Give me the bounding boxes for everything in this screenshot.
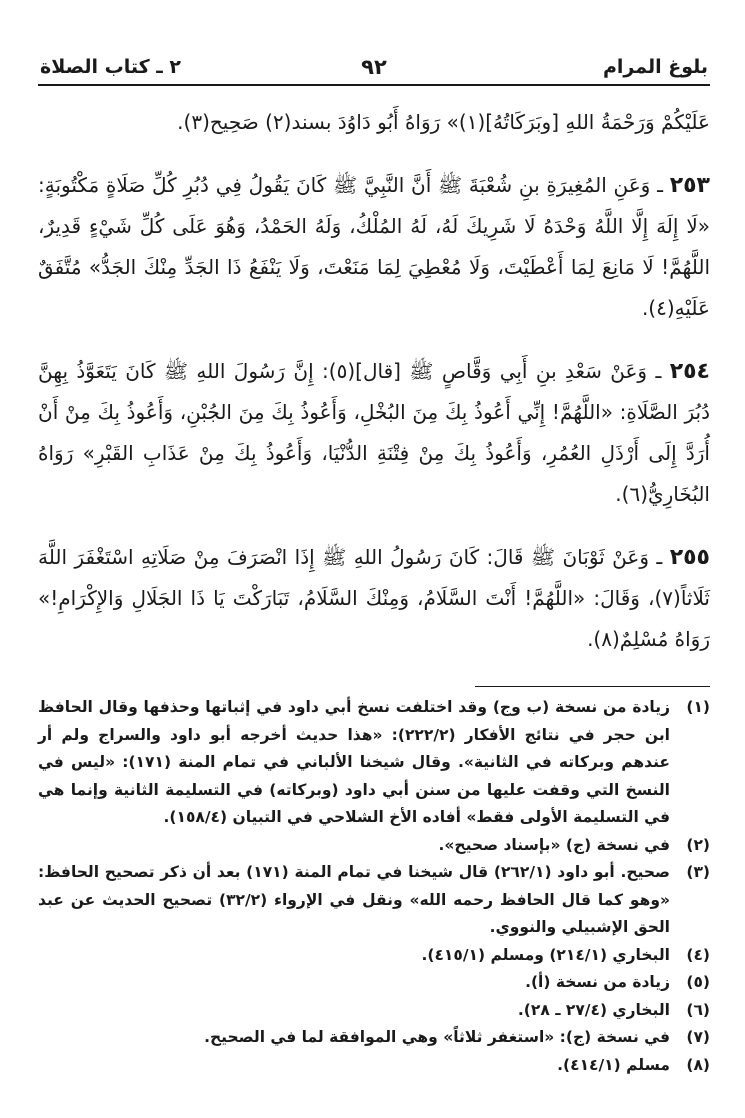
book-title: بلوغ المرام: [602, 56, 708, 78]
footnote-number: (٤): [686, 945, 710, 964]
footnote: [38, 997, 710, 1025]
paragraph-text: ـ وَعَنْ سَعْدِ بنِ أَبِي وَقَّاصٍ ﷺ [قال](٥): إِنَّ رَسُولَ اللهِ ﷺ كَانَ يَتَعَوَّذُ بِهِنَّ دُبُرَ الصَّلَاةِ: «اللَّهُمَّ! إِنِّي أَعُوذُ بِكَ مِنَ البُخْلِ، وَأَعُوذُ بِكَ مِنَ الجُبْنِ، وَأَعُوذُ بِكَ مِنْ أَنْ أُرَدَّ إِلَى أَرْذَلِ العُمُرِ، وَأَعُوذُ بِكَ مِنْ فِتْنَةِ الدُّنْيَا، وَأَعُوذُ بِكَ مِنْ عَذَابِ القَبْرِ» رَوَاهُ البُخَارِيُّ(٦).: [38, 359, 710, 506]
hadith-254: [38, 351, 710, 515]
footnote-text: صحيح. أبو داود (٢٦٢/١) قال شيخنا في تمام المنة (١٧١) بعد أن ذكر تصحيح الحافظ: «وهو كما قال الحافظ رحمه الله» ونقل في الإرواء (٣٢/٢) تصحيح الحديث عن عبد الحق الإشبيلي والنووي.: [38, 863, 671, 936]
book-page: [38, 52, 710, 1092]
footnote-text: في نسخة (ج) «بإسناد صحيح».: [438, 835, 670, 854]
footnote-text: مسلم (٤١٤/١).: [557, 1055, 670, 1074]
footnote-number: (٥): [686, 973, 710, 991]
footnote-text: زيادة من نسخة (أ).: [525, 973, 670, 991]
footnote-separator: [38, 682, 710, 694]
footnote-text: البخاري (٢٧/٤ ـ ٢٨).: [517, 1000, 670, 1019]
footnote-number: (٦): [686, 1000, 710, 1019]
footnote-text: في نسخة (ج): «استغفر ثلاثاً» وهي الموافقة لما في الصحيح.: [204, 1028, 670, 1046]
footnote-number: (١): [686, 698, 710, 716]
footnote: [38, 694, 710, 832]
hadith-number: ٢٥٥: [669, 545, 710, 570]
main-text: [38, 102, 710, 660]
footnote-number: (٢): [686, 835, 710, 854]
footnote: [38, 859, 710, 942]
paragraph-continuation: [38, 102, 710, 143]
hadith-255: [38, 537, 710, 660]
chapter-title: ٢ ـ كتاب الصلاة: [40, 56, 181, 78]
footnote: [38, 969, 710, 997]
hadith-number: ٢٥٤: [669, 359, 710, 384]
page-number: ٩٢: [361, 55, 387, 79]
footnote: [38, 1052, 710, 1080]
footnote-number: (٨): [686, 1055, 710, 1074]
footnotes: [38, 694, 710, 1079]
paragraph-text: ـ وَعَنْ ثَوْبَانَ ﷺ قَالَ: كَانَ رَسُولُ اللهِ ﷺ إِذَا انْصَرَفَ مِنْ صَلَاتِهِ اسْتَغْفَرَ اللَّهَ ثَلَاثاً(٧)، وَقَالَ: «اللَّهُمَّ! أَنْتَ السَّلَامُ، وَمِنْكَ السَّلَامُ، تَبَارَكْتَ يَا ذَا الجَلَالِ وَالإِكْرَامِ!» رَوَاهُ مُسْلِمٌ(٨).: [38, 545, 710, 651]
paragraph-text: عَلَيْكُمْ وَرَحْمَةُ اللهِ [وبَرَكَاتُهُ](١)» رَوَاهُ أَبُو دَاوُدَ بسند(٢) صَحِيح(٣).: [177, 110, 710, 134]
footnote-number: (٧): [686, 1028, 710, 1046]
page-header: [38, 52, 710, 86]
footnote: [38, 942, 710, 970]
footnote-number: (٣): [686, 863, 710, 881]
separator-line: [475, 686, 710, 687]
paragraph-text: ـ وَعَنِ المُغِيرَةِ بنِ شُعْبَةَ ﷺ أَنَّ النَّبِيَّ ﷺ كَانَ يَقُولُ فِي دُبُرِ كُلِّ صَلَاةٍ مَكْتُوبَةٍ: «لَا إِلَهَ إِلَّا اللَّهُ وَحْدَهُ لَا شَرِيكَ لَهُ، لَهُ المُلْكُ، وَلَهُ الحَمْدُ، وَهُوَ عَلَى كُلِّ شَيْءٍ قَدِيرٌ، اللَّهُمَّ! لَا مَانِعَ لِمَا أَعْطَيْتَ، وَلَا مُعْطِيَ لِمَا مَنَعْتَ، وَلَا يَنْفَعُ ذَا الجَدِّ مِنْكَ الجَدُّ» مُتَّفَقٌ عَلَيْهِ(٤).: [38, 173, 710, 320]
footnote: [38, 1024, 710, 1052]
hadith-number: ٢٥٣: [669, 173, 710, 198]
footnote: [38, 832, 710, 860]
hadith-253: [38, 165, 710, 329]
footnote-text: البخاري (٢١٤/١) ومسلم (٤١٥/١).: [421, 945, 670, 964]
footnote-text: زيادة من نسخة (ب وج) وقد اختلفت نسخ أبي داود في إثباتها وحذفها وقال الحافظ ابن حجر في نتائج الأفكار (٢٢٢/٢): «هذا حديث أخرجه أبو داود والسراج ولم أر عندهم وبركاته في الثانية». وقال شيخنا الألباني في تمام المنة (١٧١): «ليس في النسخ التي وقفت عليها من سنن أبي داود (وبركاته) في التسليمة الثانية وإنما هي في التسليمة الأولى فقط» أفاده الأخ الشلاحي في التبيان (١٥٨/٤).: [38, 698, 671, 826]
